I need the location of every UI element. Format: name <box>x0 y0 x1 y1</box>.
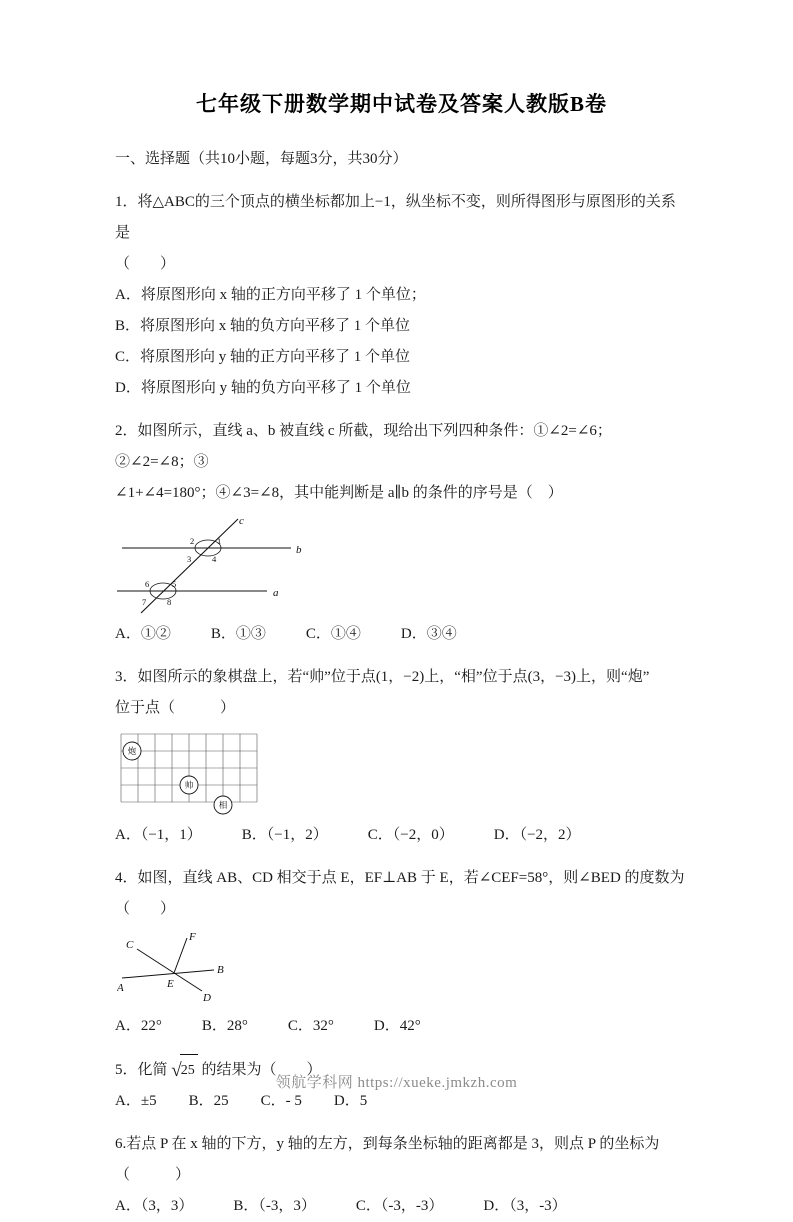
q3-piece-xiang <box>214 796 232 814</box>
question-1 <box>115 187 688 404</box>
q6-stem: 6.若点 P 在 x 轴的下方，y 轴的左方，到每条坐标轴的距离都是 3，则点 P 的坐标为（ ） <box>115 1136 660 1183</box>
q2-label-line-a: a <box>273 587 279 599</box>
question-6 <box>115 1129 688 1222</box>
q2-option-d: D．③④ <box>400 626 457 642</box>
question-2 <box>115 416 688 650</box>
question-3 <box>115 662 688 851</box>
q3-option-c: C．（−2，0） <box>367 827 454 843</box>
q5-option-a: A．±5 <box>115 1093 157 1109</box>
q4-label-E: E <box>167 978 174 990</box>
q2-option-c: C．①④ <box>305 626 361 642</box>
q4-option-b: B．28° <box>201 1018 248 1034</box>
q3-piece-shuai <box>180 776 198 794</box>
q2-stem-line1: 2．如图所示，直线 a、b 被直线 c 所截，现给出下列四种条件：①∠2=∠6；②∠2=∠8；③ <box>115 423 612 470</box>
q4-option-d: D．42° <box>373 1018 421 1034</box>
q1-stem-paren: （ ） <box>115 256 176 272</box>
q2-stem-line2: ∠1+∠4=180°；④∠3=∠8，其中能判断是 a∥b 的条件的序号是（ ） <box>115 485 563 501</box>
q3-chessboard-diagram <box>117 730 269 818</box>
page-title: 七年级下册数学期中试卷及答案人教版B卷 <box>195 92 607 116</box>
q5-option-d: D．5 <box>333 1093 368 1109</box>
q4-option-a: A．22° <box>115 1018 162 1034</box>
q1-option-b: B．将原图形向 x 轴的负方向平移了 1 个单位 <box>115 318 411 334</box>
q6-options <box>115 1191 688 1222</box>
q2-angle-2: 2 <box>190 536 195 546</box>
q2-label-line-c: c <box>239 515 244 527</box>
q5-stem-prefix: 5．化简 <box>115 1062 168 1078</box>
question-4 <box>115 863 688 1042</box>
q6-option-c: C．（-3，-3） <box>355 1198 444 1214</box>
q2-angle-8: 8 <box>167 597 172 607</box>
radicand: 25 <box>180 1054 198 1086</box>
q2-angle-1: 1 <box>217 536 222 546</box>
radical-sign: √ <box>171 1060 182 1081</box>
q3-piece-xiang-label: 相 <box>218 800 228 810</box>
q2-options <box>115 619 688 650</box>
q6-option-a: A．（3，3） <box>115 1198 194 1214</box>
q2-angle-6: 6 <box>145 579 150 589</box>
q1-option-d: D．将原图形向 y 轴的负方向平移了 1 个单位 <box>115 380 411 396</box>
q4-option-c: C．32° <box>287 1018 334 1034</box>
q6-option-b: B．（-3，3） <box>233 1198 316 1214</box>
watermark-footer: 领航学科网 https://xueke.jmkzh.com <box>275 1075 518 1091</box>
q5-stem-suffix: 的结果为（ ） <box>201 1062 322 1078</box>
q4-label-D: D <box>203 992 211 1004</box>
q2-angle-7: 7 <box>142 597 147 607</box>
q1-option-c: C．将原图形向 y 轴的正方向平移了 1 个单位 <box>115 349 411 365</box>
q3-piece-pao <box>123 742 141 760</box>
q1-option-a: A．将原图形向 x 轴的正方向平移了 1 个单位； <box>115 287 426 303</box>
q3-option-b: B．（−1，2） <box>241 827 328 843</box>
q4-label-A: A <box>117 982 124 994</box>
q2-parallel-lines-diagram <box>117 515 317 617</box>
q2-angle-5: 5 <box>172 579 177 589</box>
q3-piece-shuai-label: 帅 <box>184 780 194 790</box>
q2-angle-3: 3 <box>187 554 192 564</box>
q2-label-line-b: b <box>296 544 302 556</box>
q6-option-d: D．（3，-3） <box>483 1198 567 1214</box>
q5-option-c: C．- 5 <box>260 1093 302 1109</box>
q3-piece-pao-label: 炮 <box>127 746 137 756</box>
q4-label-C: C <box>126 939 134 951</box>
q2-option-b: B．①③ <box>210 626 266 642</box>
q2-angle-4: 4 <box>212 554 217 564</box>
q3-stem-line2: 位于点（ ） <box>115 700 236 716</box>
section-heading: 一、选择题（共10小题，每题3分，共30分） <box>115 151 408 167</box>
q3-options <box>115 820 688 851</box>
q4-label-B: B <box>217 964 224 976</box>
q3-option-a: A．（−1，1） <box>115 827 202 843</box>
q5-option-b: B．25 <box>188 1093 229 1109</box>
q2-option-a: A．①② <box>115 626 171 642</box>
q3-stem-line1: 3．如图所示的象棋盘上，若“帅”位于点(1，−2)上，“相”位于点(3，−3)上，则“炮” <box>115 669 650 685</box>
q4-stem: 4．如图，直线 AB、CD 相交于点 E，EF⊥AB 于 E，若∠CEF=58°，则∠BED 的度数为（ ） <box>115 870 685 917</box>
q4-intersecting-lines-diagram <box>117 931 252 1009</box>
q1-stem: 1．将△ABC的三个顶点的横坐标都加上−1，纵坐标不变，则所得图形与原图形的关系是 <box>115 194 676 241</box>
q4-label-F: F <box>189 931 196 943</box>
q3-option-d: D．（−2，2） <box>493 827 581 843</box>
q4-options <box>115 1011 688 1042</box>
